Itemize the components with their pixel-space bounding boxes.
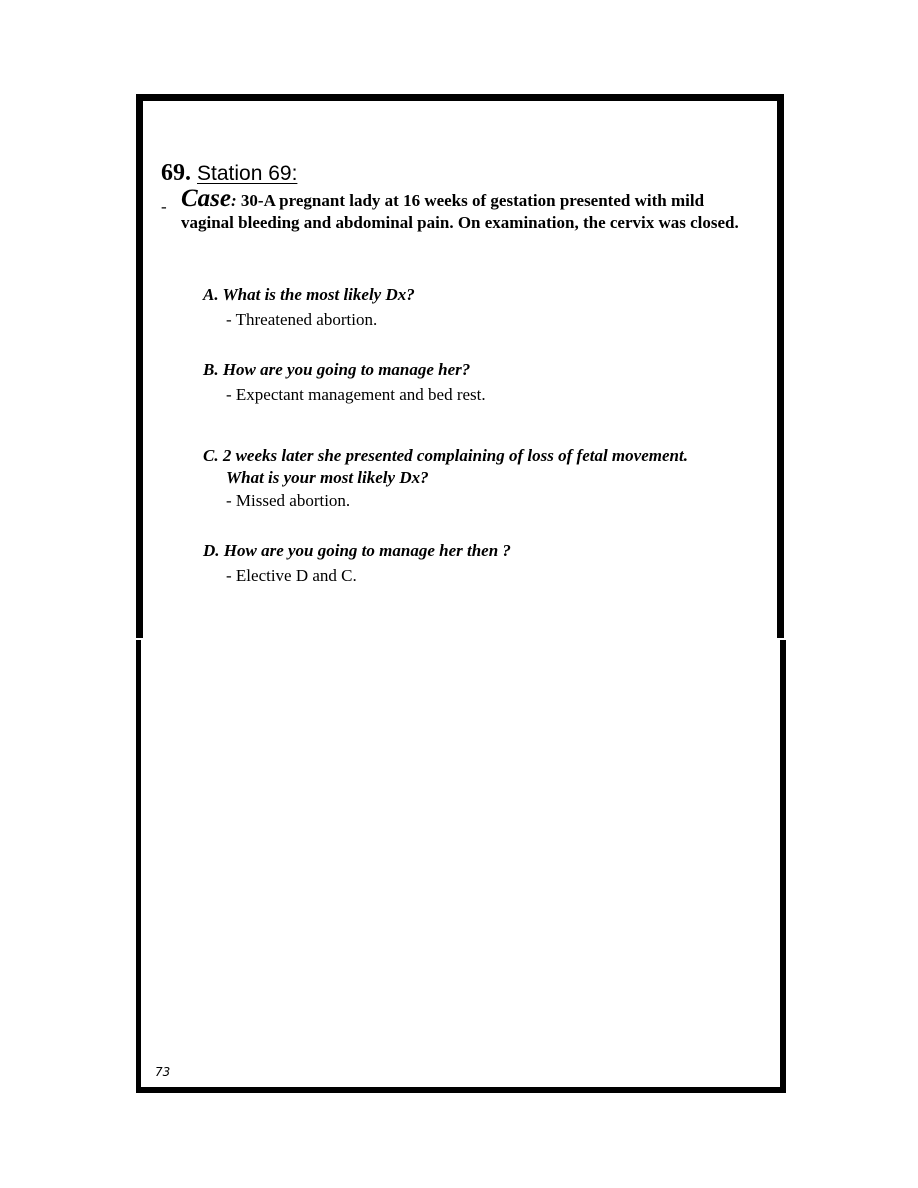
station-number: 69.: [161, 160, 191, 186]
case-colon: :: [231, 191, 237, 210]
answer-b: - Expectant management and bed rest.: [226, 385, 486, 404]
question-b: [203, 359, 763, 381]
station-title: Station 69:: [197, 162, 298, 185]
case-label: Case: [181, 185, 231, 212]
answer-d: - Elective D and C.: [226, 566, 357, 585]
question-text: A. What is the most likely Dx?: [203, 285, 415, 304]
question-text: C. 2 weeks later she presented complaining of loss of fetal movement.: [203, 446, 688, 465]
question-a: [203, 284, 763, 306]
case-description: [181, 185, 761, 234]
case-text: 30-A pregnant lady at 16 weeks of gestation presented with mild vaginal bleeding and abdominal pain. On examination, the cervix was closed.: [181, 191, 739, 232]
page-border-lower: [136, 640, 786, 1093]
answer-a: - Threatened abortion.: [226, 310, 378, 329]
question-d: [203, 540, 763, 562]
question-text: B. How are you going to manage her?: [203, 360, 471, 379]
question-text: D. How are you going to manage her then ?: [203, 541, 511, 560]
page-number: 73: [155, 1065, 171, 1079]
answer-c: - Missed abortion.: [226, 491, 351, 510]
question-c: [203, 445, 763, 489]
case-bullet: -: [161, 197, 167, 216]
question-text-continued: What is your most likely Dx?: [226, 468, 429, 487]
